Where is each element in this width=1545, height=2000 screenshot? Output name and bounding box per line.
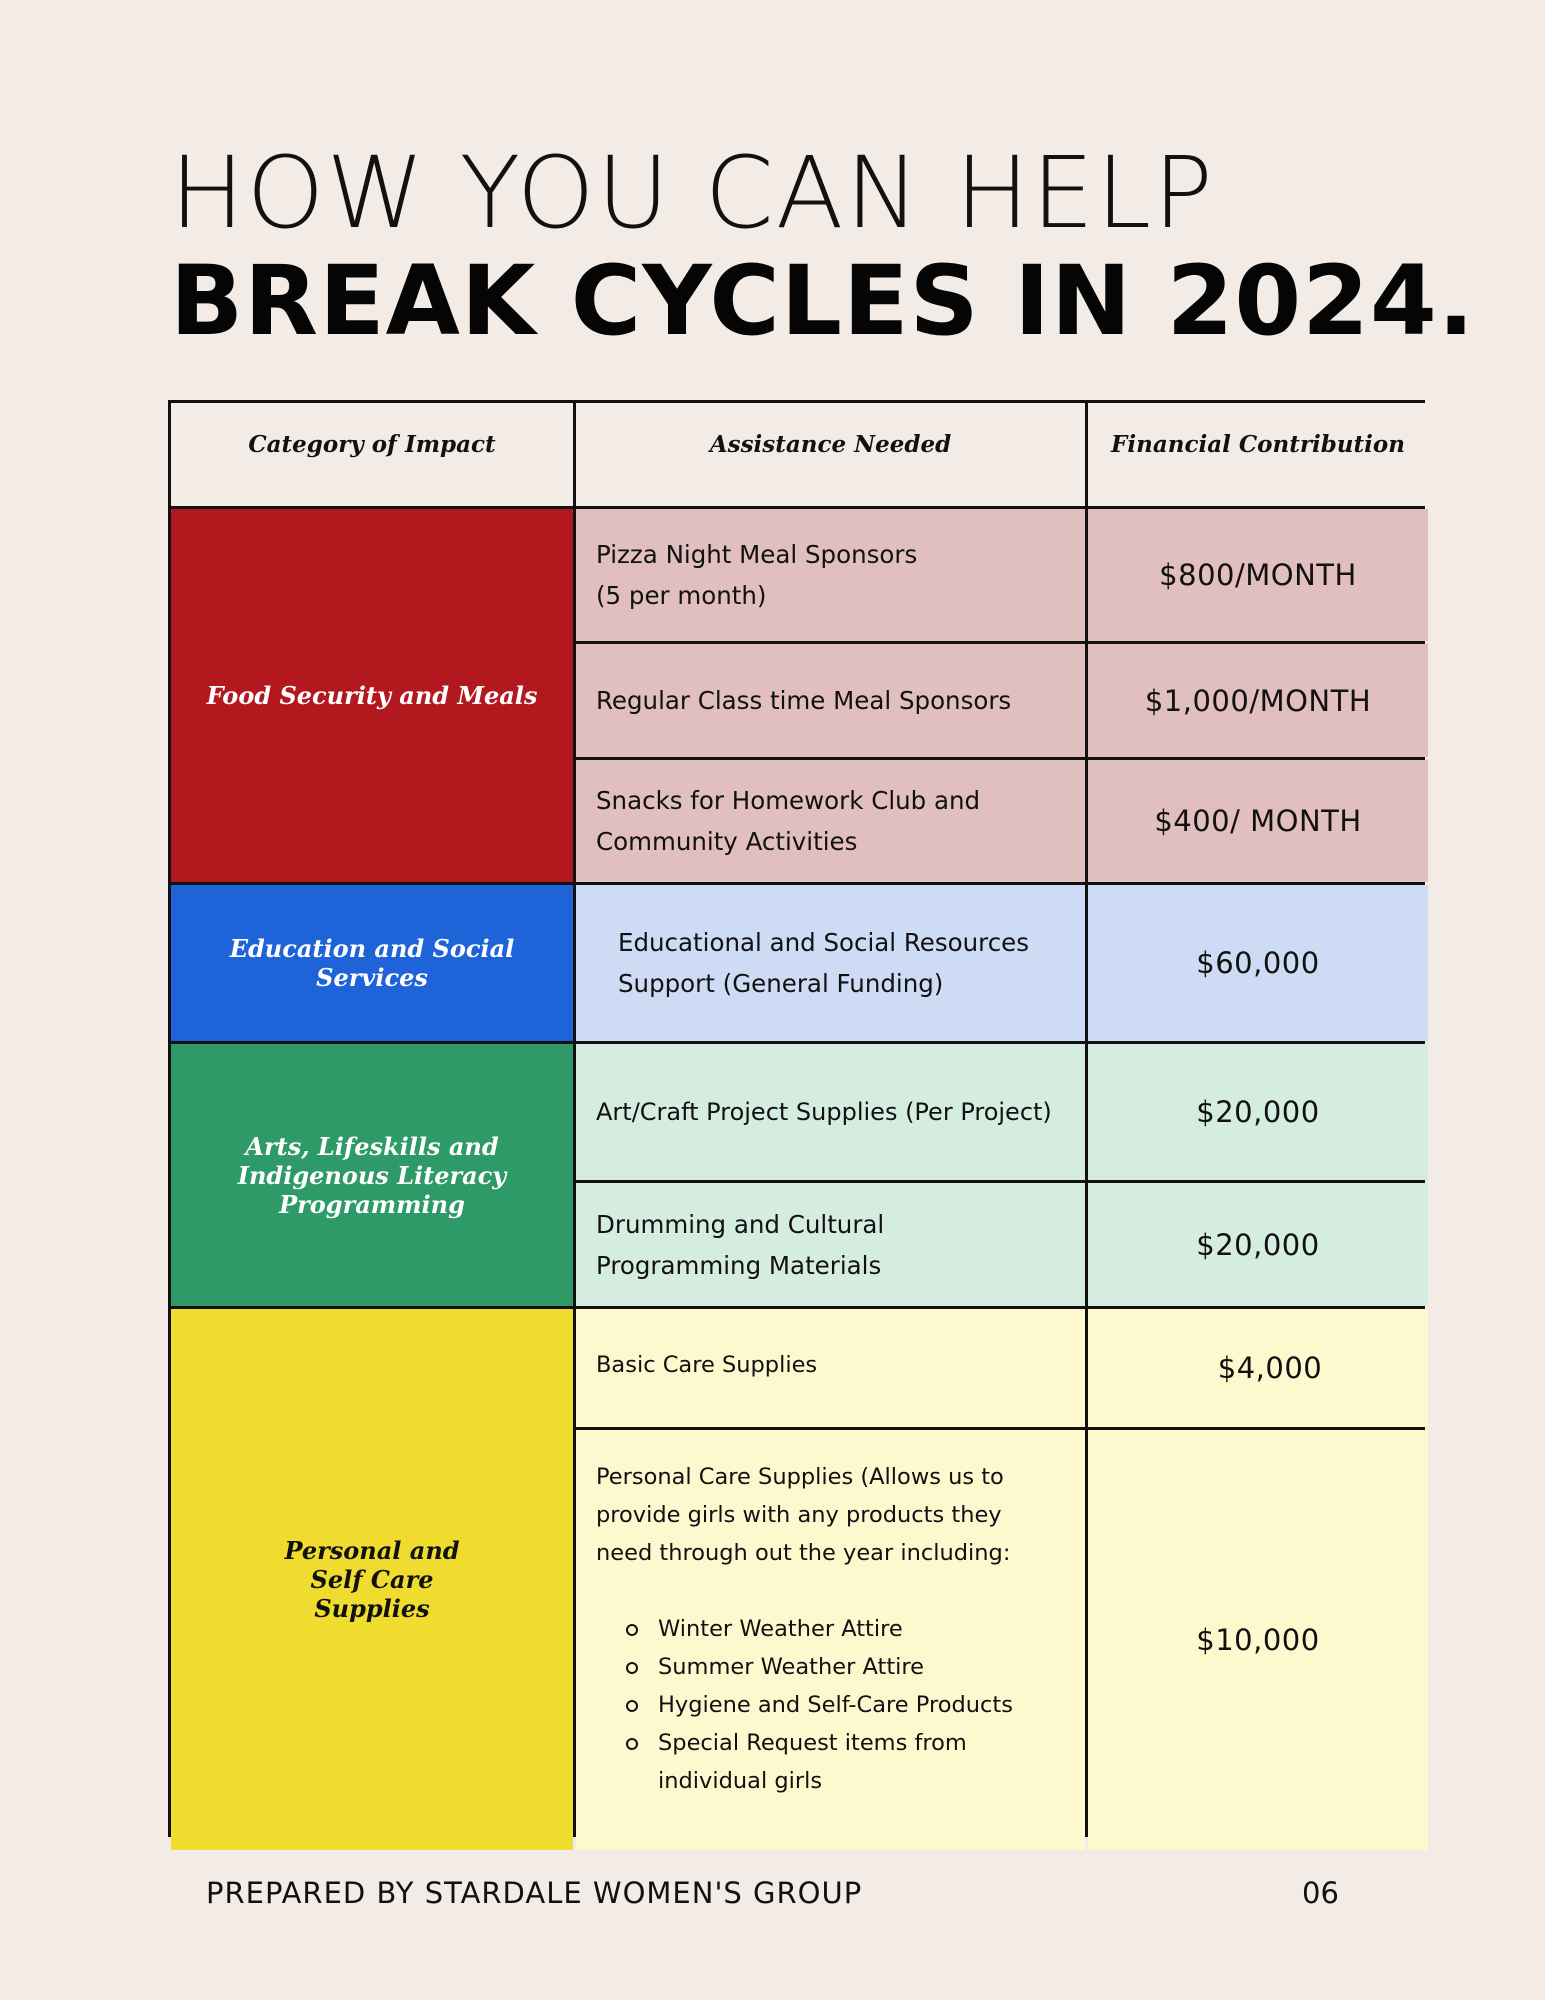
assistance-cell <box>576 1430 1085 1850</box>
category-education <box>171 885 573 1041</box>
list-item-text: Summer Weather Attire <box>658 1654 925 1680</box>
circle-bullet-icon <box>626 1700 638 1712</box>
assistance-text: Pizza Night Meal Sponsors (5 per month) <box>596 540 918 610</box>
amount-cell: $20,000 <box>1088 1183 1428 1306</box>
header-assistance: Assistance Needed <box>576 403 1085 506</box>
assistance-text: Educational and Social Resources Support (General Funding) <box>618 928 1030 998</box>
amount-cell: $20,000 <box>1088 1044 1428 1180</box>
page-number: 06 <box>1302 1876 1339 1910</box>
list-item <box>658 1648 1013 1686</box>
list-item-text: Hygiene and Self-Care Products <box>658 1692 1013 1718</box>
header-category: Category of Impact <box>171 403 573 506</box>
assistance-text: Snacks for Homework Club and Community Activities <box>596 786 981 856</box>
amount-cell: $800/MONTH <box>1088 509 1428 641</box>
header-contribution: Financial Contribution <box>1088 403 1428 506</box>
amount-cell: $60,000 <box>1088 885 1428 1041</box>
category-arts <box>171 1044 573 1306</box>
supply-list <box>596 1610 1013 1800</box>
category-label: Personal and Self Care Supplies <box>284 1536 460 1623</box>
assistance-cell: Art/Craft Project Supplies (Per Project) <box>576 1044 1085 1180</box>
category-label: Food Security and Meals <box>206 681 538 710</box>
list-item-text: Special Request items from individual girls <box>658 1730 967 1794</box>
assistance-cell <box>576 1183 1085 1306</box>
assistance-cell <box>576 760 1085 882</box>
circle-bullet-icon <box>626 1738 638 1750</box>
heading-line-2: BREAK CYCLES IN 2024. <box>170 245 1476 357</box>
list-item <box>658 1724 1013 1800</box>
assistance-text: Personal Care Supplies (Allows us to provide girls with any products they need through out the year including: <box>596 1464 1011 1566</box>
assistance-cell <box>576 885 1085 1041</box>
amount-cell: $1,000/MONTH <box>1088 644 1428 757</box>
assistance-cell: Basic Care Supplies <box>576 1309 1085 1427</box>
amount-cell: $4,000 <box>1088 1309 1428 1427</box>
footer-prepared-by: PREPARED BY STARDALE WOMEN'S GROUP <box>206 1876 863 1910</box>
page-heading <box>170 136 1476 357</box>
amount-cell: $400/ MONTH <box>1088 760 1428 882</box>
category-personal-care <box>171 1309 573 1850</box>
amount-cell: $10,000 <box>1088 1430 1428 1850</box>
category-label: Education and Social Services <box>229 934 515 992</box>
assistance-cell <box>576 509 1085 641</box>
circle-bullet-icon <box>626 1662 638 1674</box>
contribution-table <box>168 400 1425 1837</box>
list-item <box>658 1686 1013 1724</box>
list-item <box>658 1610 1013 1648</box>
circle-bullet-icon <box>626 1624 638 1636</box>
heading-line-1: HOW YOU CAN HELP <box>170 136 1215 251</box>
assistance-text: Drumming and Cultural Programming Materials <box>596 1209 885 1280</box>
category-label: Arts, Lifeskills and Indigenous Literacy Programming <box>237 1131 507 1219</box>
category-food-security <box>171 509 573 882</box>
list-item-text: Winter Weather Attire <box>658 1616 903 1642</box>
assistance-cell: Regular Class time Meal Sponsors <box>576 644 1085 757</box>
